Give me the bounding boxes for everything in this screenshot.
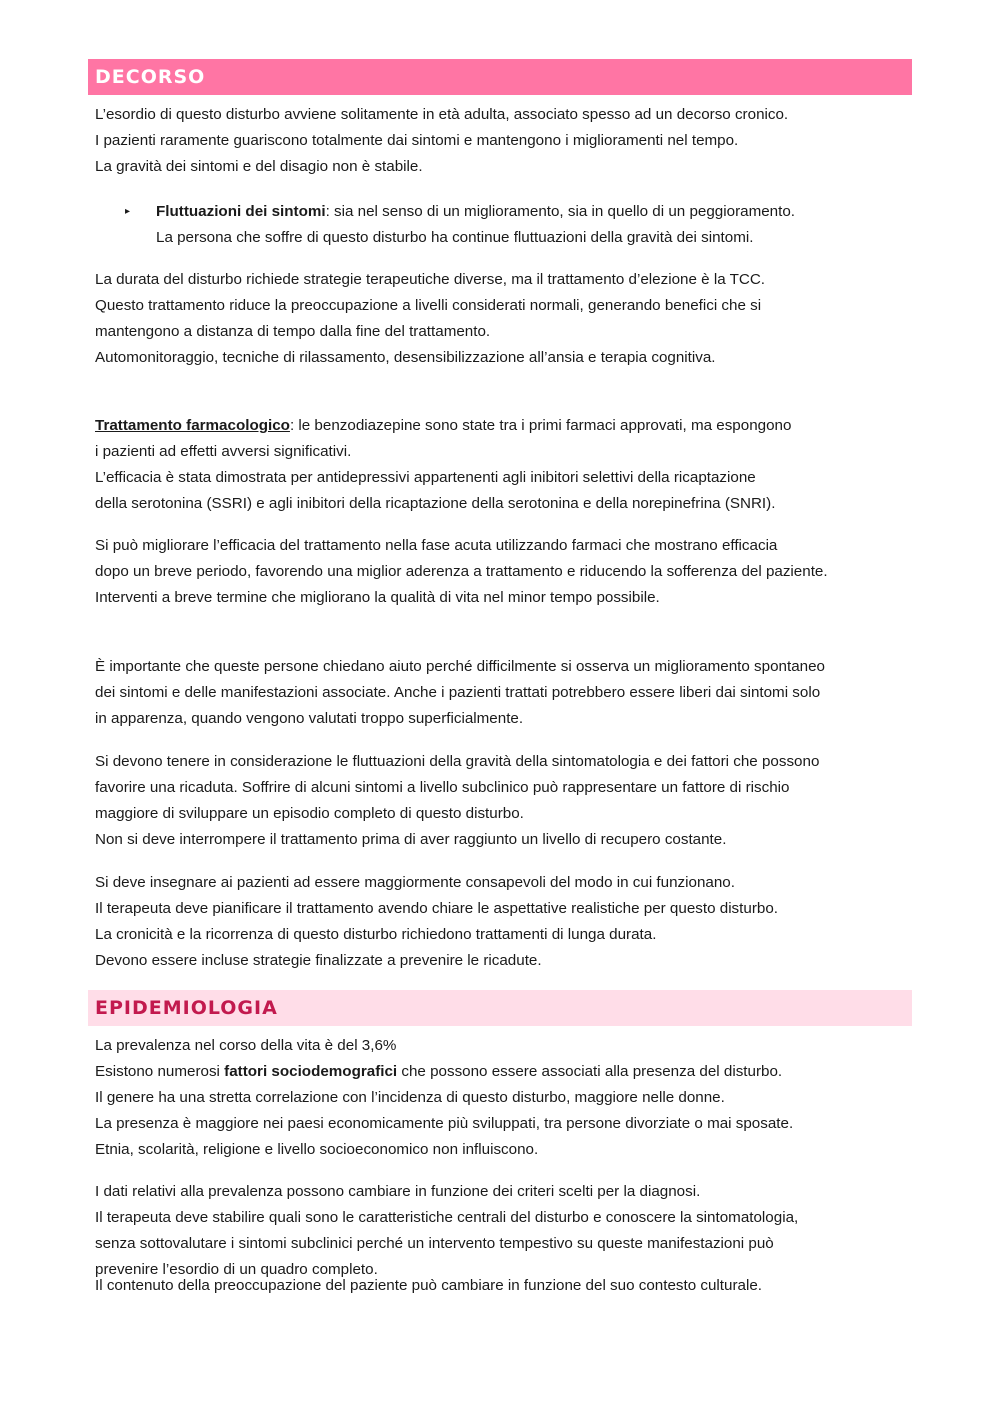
text-line xyxy=(156,199,996,225)
text-line: Automonitoraggio, tecniche di rilassamento, desensibilizzazione all’ansia e terapia cognitiva. xyxy=(95,349,716,366)
decorso-bullet-item xyxy=(156,199,996,251)
text-line: favorire una ricaduta. Soffrire di alcuni sintomi a livello subclinico può rappresentare un fattore di rischio xyxy=(95,779,790,796)
epidemiologia-paragraph-3 xyxy=(95,1273,935,1299)
text-line: Non si deve interrompere il trattamento prima di aver raggiunto un livello di recupero costante. xyxy=(95,831,727,848)
bullet-arrow-icon: ▸ xyxy=(125,206,131,217)
decorso-paragraph-1 xyxy=(95,102,935,180)
term-text: : le benzodiazepine sono state tra i primi farmaci approvati, ma espongono xyxy=(289,417,792,434)
text-line: maggiore di sviluppare un episodio completo di questo disturbo. xyxy=(95,805,524,822)
underlined-term: Trattamento farmacologico xyxy=(95,417,290,434)
text-line: Il terapeuta deve stabilire quali sono le caratteristiche centrali del disturbo e conoscere la sintomatologia, xyxy=(95,1209,799,1226)
text-line: Il terapeuta deve pianificare il trattamento avendo chiare le aspettative realistiche per questo disturbo. xyxy=(95,900,778,917)
text-line: I pazienti raramente guariscono totalmente dai sintomi e mantengono i miglioramenti nel tempo. xyxy=(95,132,739,149)
text-line: È importante che queste persone chiedano aiuto perché difficilmente si osserva un miglioramento spontaneo xyxy=(95,658,826,675)
epidemiologia-paragraph-1 xyxy=(95,1033,935,1163)
text-line: prevenire l’esordio di un quadro completo. xyxy=(95,1261,378,1278)
decorso-paragraph-7 xyxy=(95,870,935,974)
text-line: della serotonina (SSRI) e agli inibitori della ricaptazione della serotonina e della norepinefrina (SNRI). xyxy=(95,495,776,512)
text-line: dei sintomi e delle manifestazioni associate. Anche i pazienti trattati potrebbero essere liberi dai sintomi solo xyxy=(95,684,821,701)
text-line: La gravità dei sintomi e del disagio non è stabile. xyxy=(95,158,423,175)
text-line: dopo un breve periodo, favorendo una miglior aderenza a trattamento e riducendo la sofferenza del paziente. xyxy=(95,563,828,580)
text-segment: Esistono numerosi xyxy=(95,1063,225,1080)
text-line: Interventi a breve termine che migliorano la qualità di vita nel minor tempo possibile. xyxy=(95,589,660,606)
text-line: i pazienti ad effetti avversi significativi. xyxy=(95,443,352,460)
decorso-paragraph-5 xyxy=(95,654,935,732)
bullet-text: : sia nel senso di un miglioramento, sia in quello di un peggioramento. xyxy=(325,203,795,220)
text-line: Questo trattamento riduce la preoccupazione a livelli considerati normali, generando benefici che si xyxy=(95,297,762,314)
decorso-paragraph-3 xyxy=(95,413,935,517)
text-line: Si può migliorare l’efficacia del trattamento nella fase acuta utilizzando farmaci che mostrano efficacia xyxy=(95,537,778,554)
text-line: Si devono tenere in considerazione le fluttuazioni della gravità della sintomatologia e dei fattori che possono xyxy=(95,753,820,770)
text-line: L’efficacia è stata dimostrata per antidepressivi appartenenti agli inibitori selettivi della ricaptazione xyxy=(95,469,756,486)
decorso-paragraph-4 xyxy=(95,533,935,611)
text-line: La cronicità e la ricorrenza di questo disturbo richiedono trattamenti di lunga durata. xyxy=(95,926,657,943)
text-line: La presenza è maggiore nei paesi economicamente più sviluppati, tra persone divorziate o mai sposate. xyxy=(95,1115,794,1132)
decorso-paragraph-2 xyxy=(95,267,935,371)
text-line: in apparenza, quando vengono valutati troppo superficialmente. xyxy=(95,710,524,727)
text-line: Il genere ha una stretta correlazione con l’incidenza di questo disturbo, maggiore nelle donne. xyxy=(95,1089,725,1106)
bullet-term: Fluttuazioni dei sintomi xyxy=(156,203,326,220)
text-line: La prevalenza nel corso della vita è del 3,6% xyxy=(95,1037,397,1054)
text-line: L’esordio di questo disturbo avviene solitamente in età adulta, associato spesso ad un decorso cronico. xyxy=(95,106,789,123)
bold-term: fattori sociodemografici xyxy=(224,1063,398,1080)
decorso-paragraph-6 xyxy=(95,749,935,853)
text-line: Si deve insegnare ai pazienti ad essere maggiormente consapevoli del modo in cui funzionano. xyxy=(95,874,735,891)
text-line: senza sottovalutare i sintomi subclinici perché un intervento tempestivo su queste manifestazioni può xyxy=(95,1235,774,1252)
text-line xyxy=(95,413,935,439)
text-line: Il contenuto della preoccupazione del paziente può cambiare in funzione del suo contesto culturale. xyxy=(95,1277,763,1294)
text-line: La durata del disturbo richiede strategie terapeutiche diverse, ma il trattamento d’elezione è la TCC. xyxy=(95,271,766,288)
text-line: I dati relativi alla prevalenza possono cambiare in funzione dei criteri scelti per la diagnosi. xyxy=(95,1183,701,1200)
text-line: mantengono a distanza di tempo dalla fine del trattamento. xyxy=(95,323,491,340)
text-line: La persona che soffre di questo disturbo ha continue fluttuazioni della gravità dei sintomi. xyxy=(156,229,754,246)
text-segment: che possono essere associati alla presenza del disturbo. xyxy=(397,1063,783,1080)
text-line: Devono essere incluse strategie finalizzate a prevenire le ricadute. xyxy=(95,952,542,969)
section-header-epidemiologia: EPIDEMIOLOGIA xyxy=(88,990,912,1026)
text-line xyxy=(95,1059,935,1085)
epidemiologia-paragraph-2 xyxy=(95,1179,935,1283)
text-line: Etnia, scolarità, religione e livello socioeconomico non influiscono. xyxy=(95,1141,539,1158)
section-header-decorso: DECORSO xyxy=(88,59,912,95)
